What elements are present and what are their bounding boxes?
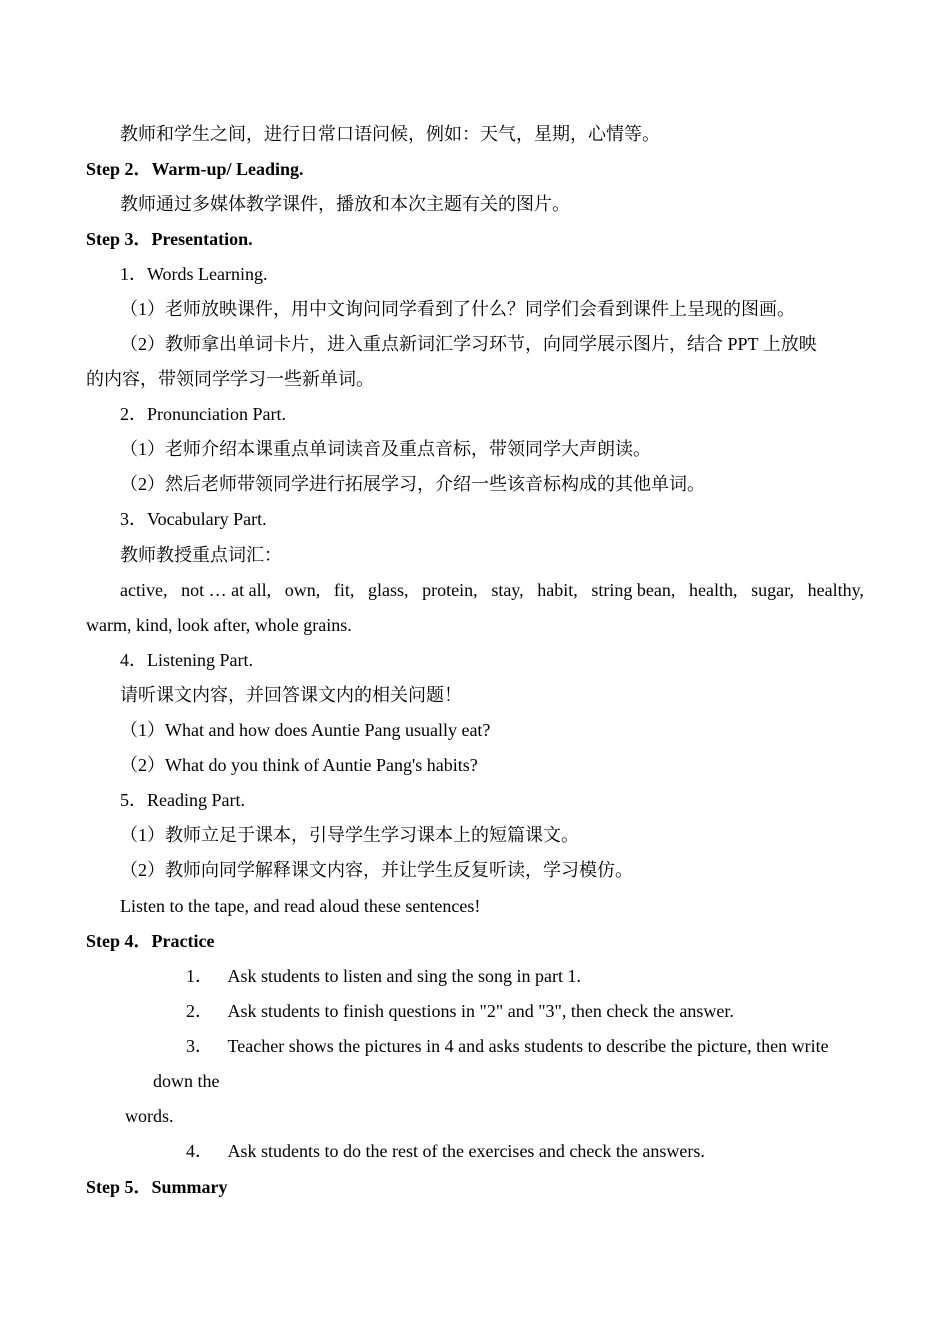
vocab-word: own, — [284, 580, 321, 600]
practice-text: Ask students to do the rest of the exercises and check the answers. — [227, 1141, 705, 1161]
practice-number: 1． — [186, 966, 213, 986]
vocabulary-word-list — [120, 578, 864, 602]
step2-text: 教师通过多媒体教学课件，播放和本次主题有关的图片。 — [120, 194, 570, 214]
pronunciation-item-2: （2）然后老师带领同学进行拓展学习，介绍一些该音标构成的其他单词。 — [120, 474, 705, 494]
words-item-2-continued: 的内容，带领同学学习一些新单词。 — [86, 369, 374, 389]
step4-heading: Step 4．Practice — [86, 931, 215, 951]
vocab-word: not … at all, — [181, 580, 272, 600]
vocab-word: string bean, — [591, 580, 676, 600]
reading-item-2: （2）教师向同学解释课文内容，并让学生反复听读，学习模仿。 — [120, 860, 633, 880]
vocab-word: glass, — [368, 580, 409, 600]
practice-text: Ask students to finish questions in "2" and "3", then check the answer. — [227, 1001, 734, 1021]
practice-item-3-continued: down the — [153, 1071, 220, 1091]
vocabulary-title: 3．Vocabulary Part. — [120, 509, 267, 529]
vocab-word: healthy, — [807, 580, 864, 600]
step3-heading: Step 3．Presentation. — [86, 229, 253, 249]
listening-intro: 请听课文内容，并回答课文内的相关问题！ — [120, 685, 462, 705]
reading-item-1: （1）教师立足于课本，引导学生学习课本上的短篇课文。 — [120, 825, 579, 845]
pronunciation-title: 2．Pronunciation Part. — [120, 404, 286, 424]
vocab-word: fit, — [333, 580, 355, 600]
vocab-word: sugar, — [751, 580, 794, 600]
vocab-word: stay, — [491, 580, 524, 600]
practice-text: Ask students to listen and sing the song in part 1. — [227, 966, 581, 986]
practice-text: Teacher shows the pictures in 4 and asks students to describe the picture, then write — [227, 1036, 829, 1056]
greeting-paragraph: 教师和学生之间，进行日常口语问候，例如：天气，星期，心情等。 — [120, 124, 660, 144]
practice-number: 2． — [186, 1001, 213, 1021]
listening-title: 4．Listening Part. — [120, 650, 253, 670]
vocab-word: habit, — [537, 580, 578, 600]
vocab-word: protein, — [422, 580, 478, 600]
practice-item-2 — [186, 999, 734, 1023]
vocab-word: health, — [689, 580, 738, 600]
step5-heading: Step 5．Summary — [86, 1177, 228, 1197]
words-learning-title: 1．Words Learning. — [120, 264, 268, 284]
practice-item-3-continued-2: words. — [125, 1106, 174, 1126]
listening-question-1: （1）What and how does Auntie Pang usually eat? — [120, 720, 491, 740]
practice-number: 4． — [186, 1141, 213, 1161]
reading-title: 5．Reading Part. — [120, 790, 245, 810]
practice-item-1 — [186, 964, 581, 988]
listening-question-2: （2）What do you think of Auntie Pang's habits? — [120, 755, 478, 775]
vocabulary-intro: 教师教授重点词汇： — [120, 545, 282, 565]
reading-instruction: Listen to the tape, and read aloud these sentences! — [120, 896, 481, 916]
pronunciation-item-1: （1）老师介绍本课重点单词读音及重点音标，带领同学大声朗读。 — [120, 439, 651, 459]
vocab-word: active, — [120, 580, 168, 600]
words-item-2: （2）教师拿出单词卡片，进入重点新词汇学习环节，向同学展示图片，结合 PPT 上放映 — [120, 334, 817, 354]
words-item-1: （1）老师放映课件，用中文询问同学看到了什么？同学们会看到课件上呈现的图画。 — [120, 299, 795, 319]
practice-number: 3． — [186, 1036, 213, 1056]
step2-heading: Step 2．Warm-up/ Leading. — [86, 159, 304, 179]
practice-item-4 — [186, 1139, 705, 1163]
practice-item-3 — [186, 1034, 829, 1058]
vocabulary-word-list-continued: warm, kind, look after, whole grains. — [86, 615, 352, 635]
